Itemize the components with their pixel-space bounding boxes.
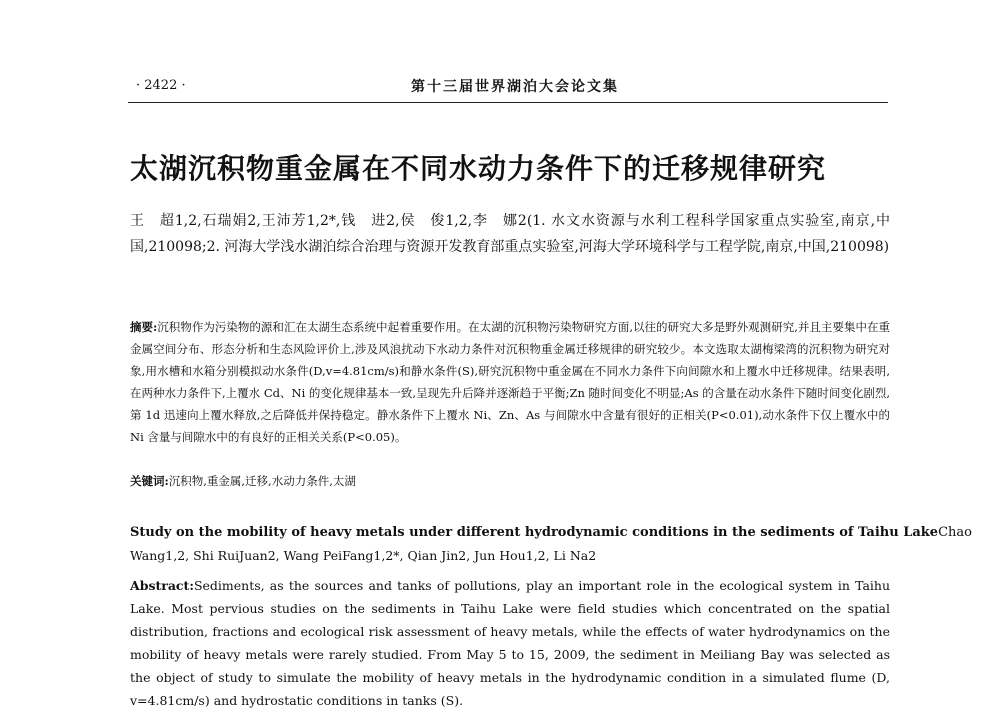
running-title: 第十三届世界湖泊大会论文集 [411, 79, 619, 95]
abstract-cn-label: 摘要: [130, 320, 158, 334]
paper-title-cn: 太湖沉积物重金属在不同水动力条件下的迁移规律研究 [130, 152, 827, 185]
authors-cn: 王 超1,2,石瑞娟2,王沛芳1,2*,钱 进2,侯 俊1,2,李 娜2(1. 水文水资源与水利工程科学国家重点实验室,南京,中国,210098;2. 河海大学浅水湖泊综合治理与资源开发教育部重点实验室,河海大学环境科学与工程学院,南京,中国,210098) [130, 213, 890, 255]
authors-en: Wang1,2, Shi RuiJuan2, Wang PeiFang1,2*, Qian Jin2, Jun Hou1,2, Li Na2 [130, 548, 597, 563]
title-en-text: Study on the mobility of heavy metals under different hydrodynamic conditions in the sediments of Taihu Lake [130, 525, 939, 540]
keywords-cn-text: 沉积物,重金属,迁移,水动力条件,太湖 [168, 474, 356, 488]
abstract-cn [130, 316, 890, 448]
abstract-en-label: Abstract: [130, 578, 194, 593]
paper-title-en [130, 522, 972, 544]
abstract-en [130, 574, 890, 712]
keywords-cn [130, 470, 890, 492]
abstract-cn-text: 沉积物作为污染物的源和汇在太湖生态系统中起着重要作用。在太湖的沉积物污染物研究方面,以往的研究大多是野外观测研究,并且主要集中在重金属空间分布、形态分析和生态风险评价上,涉及风浪扰动下水动力条件对沉积物重金属迁移规律的研究较少。本文选取太湖梅梁湾的沉积物为研究对象,用水槽和水箱分别模拟动水条件(D,v=4.81cm/s)和静水条件(S),研究沉积物中重金属在不同水力条件下向间隙水和上覆水中迁移规律。结果表明,在两种水力条件下,上覆水 Cd、Ni 的变化规律基本一致,呈现先升后降并逐渐趋于平衡;Zn 随时间变化不明显;As 的含量在动水条件下随时间变化剧烈,第 1d 迅速向上覆水释放,之后降低并保持稳定。静水条件下上覆水 Ni、Zn、As 与间隙水中含量有很好的正相关(P<0.01),动水条件下仅上覆水中的 Ni 含量与间隙水中的有良好的正相关关系(P<0.05)。 [130, 320, 890, 444]
abstract-en-text: Sediments, as the sources and tanks of pollutions, play an important role in the ecological system in Taihu Lake. Most pervious studies on the sediments in Taihu Lake were field studies which concentrated on the spatial distribution, fractions and ecological risk assessment of heavy metals, while the effects of water hydrodynamics on the mobility of heavy metals were rarely studied. From May 5 to 15, 2009, the sediment in Meiliang Bay was selected as the object of study to simulate the mobility of heavy metals in the hydrodynamic condition in a simulated flume (D, v=4.81cm/s) and hydrostatic conditions in tanks (S). [130, 578, 890, 708]
page-header [128, 74, 888, 103]
author-first-name: Chao [938, 525, 972, 540]
page-number: · 2422 · [136, 78, 186, 93]
keywords-cn-label: 关键词: [130, 474, 169, 488]
